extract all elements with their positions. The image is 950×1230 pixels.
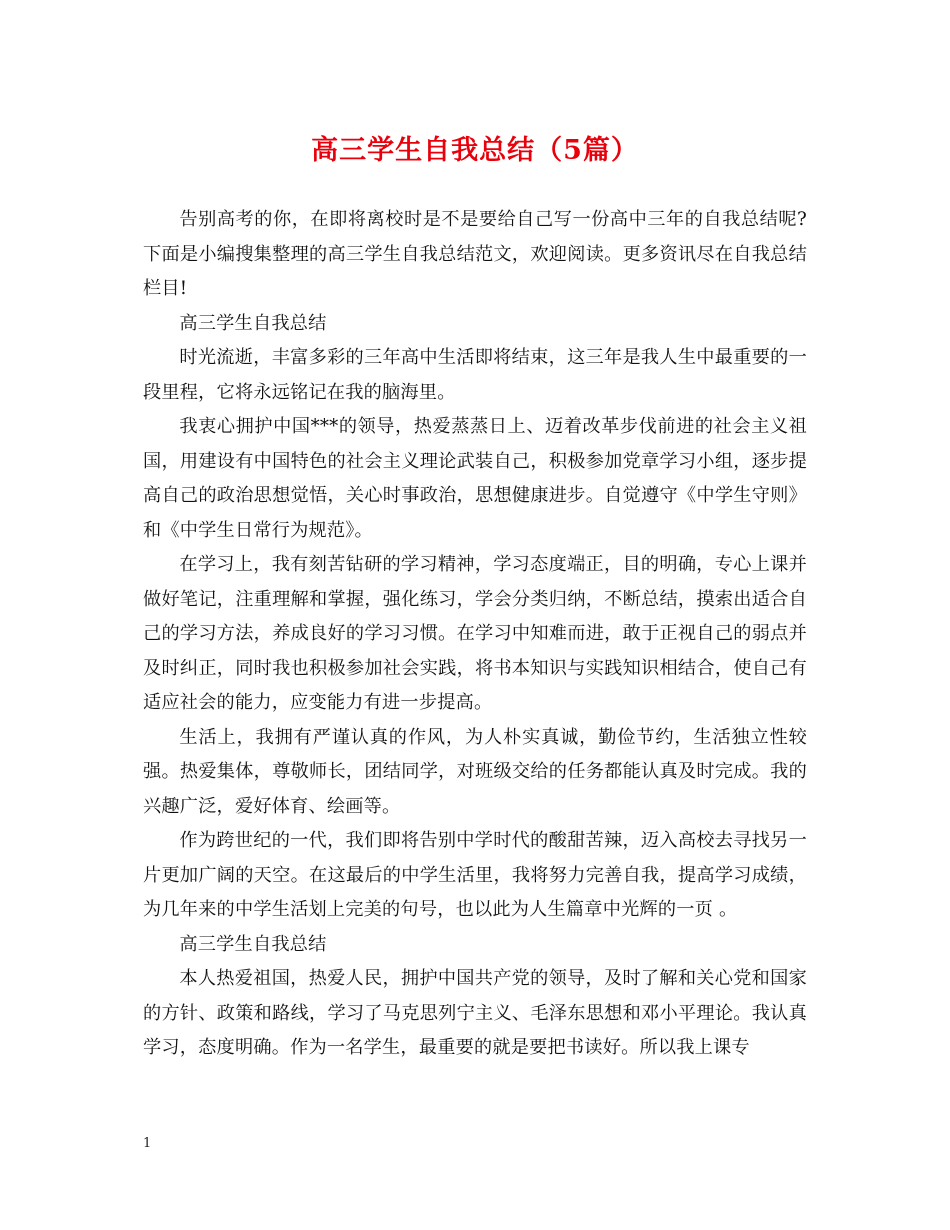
body-paragraph: 作为跨世纪的一代，我们即将告别中学时代的酸甜苦辣，迈入高校去寻找另一片更加广阔的天空。在这最后的中学生活里，我将努力完善自我，提高学习成绩，为几年来的中学生活划上完美的句号，也以此为人生篇章中光辉的一页 。	[143, 830, 807, 920]
body-paragraph: 生活上，我拥有严谨认真的作风，为人朴实真诚，勤俭节约，生活独立性较强。热爱集体，尊敬师长，团结同学，对班级交给的任务都能认真及时完成。我的兴趣广泛，爱好体育、绘画等。	[143, 726, 807, 817]
body-paragraph: 在学习上，我有刻苦钻研的学习精神，学习态度端正，目的明确，专心上课并做好笔记，注重理解和掌握，强化练习，学会分类归纳，不断总结，摸索出适合自己的学习方法，养成良好的学习习惯。在学习中知难而进，敢于正视自己的弱点并及时纠正，同时我也积极参加社会实践，将书本知识与实践知识相结合，使自己有适应社会的能力，应变能力有进一步提高。	[143, 554, 807, 713]
body-paragraph: 时光流逝，丰富多彩的三年高中生活即将结束，这三年是我人生中最重要的一段里程，它将永远铭记在我的脑海里。	[143, 347, 807, 403]
section-heading: 高三学生自我总结	[179, 312, 327, 334]
document-body	[143, 203, 807, 1066]
page-number: 1	[143, 1136, 152, 1151]
intro-paragraph: 告别高考的你，在即将离校时是不是要给自己写一份高中三年的自我总结呢?下面是小编搜集整理的高三学生自我总结范文，欢迎阅读。更多资讯尽在自我总结栏目!	[143, 209, 807, 299]
body-paragraph: 我衷心拥护中国***的领导，热爱蒸蒸日上、迈着改革步伐前进的社会主义祖国，用建设有中国特色的社会主义理论武装自己，积极参加党章学习小组，逐步提高自己的政治思想觉悟，关心时事政治，思想健康进步。自觉遵守《中学生守则》和《中学生日常行为规范》。	[143, 416, 807, 541]
section-heading: 高三学生自我总结	[179, 933, 327, 955]
body-paragraph: 本人热爱祖国，热爱人民，拥护中国共产党的领导，及时了解和关心党和国家的方针、政策和路线，学习了马克思列宁主义、毛泽东思想和邓小平理论。我认真学习，态度明确。作为一名学生，最重要的就是要把书读好。所以我上课专	[143, 968, 807, 1058]
document-title: 高三学生自我总结（5篇）	[311, 135, 639, 166]
